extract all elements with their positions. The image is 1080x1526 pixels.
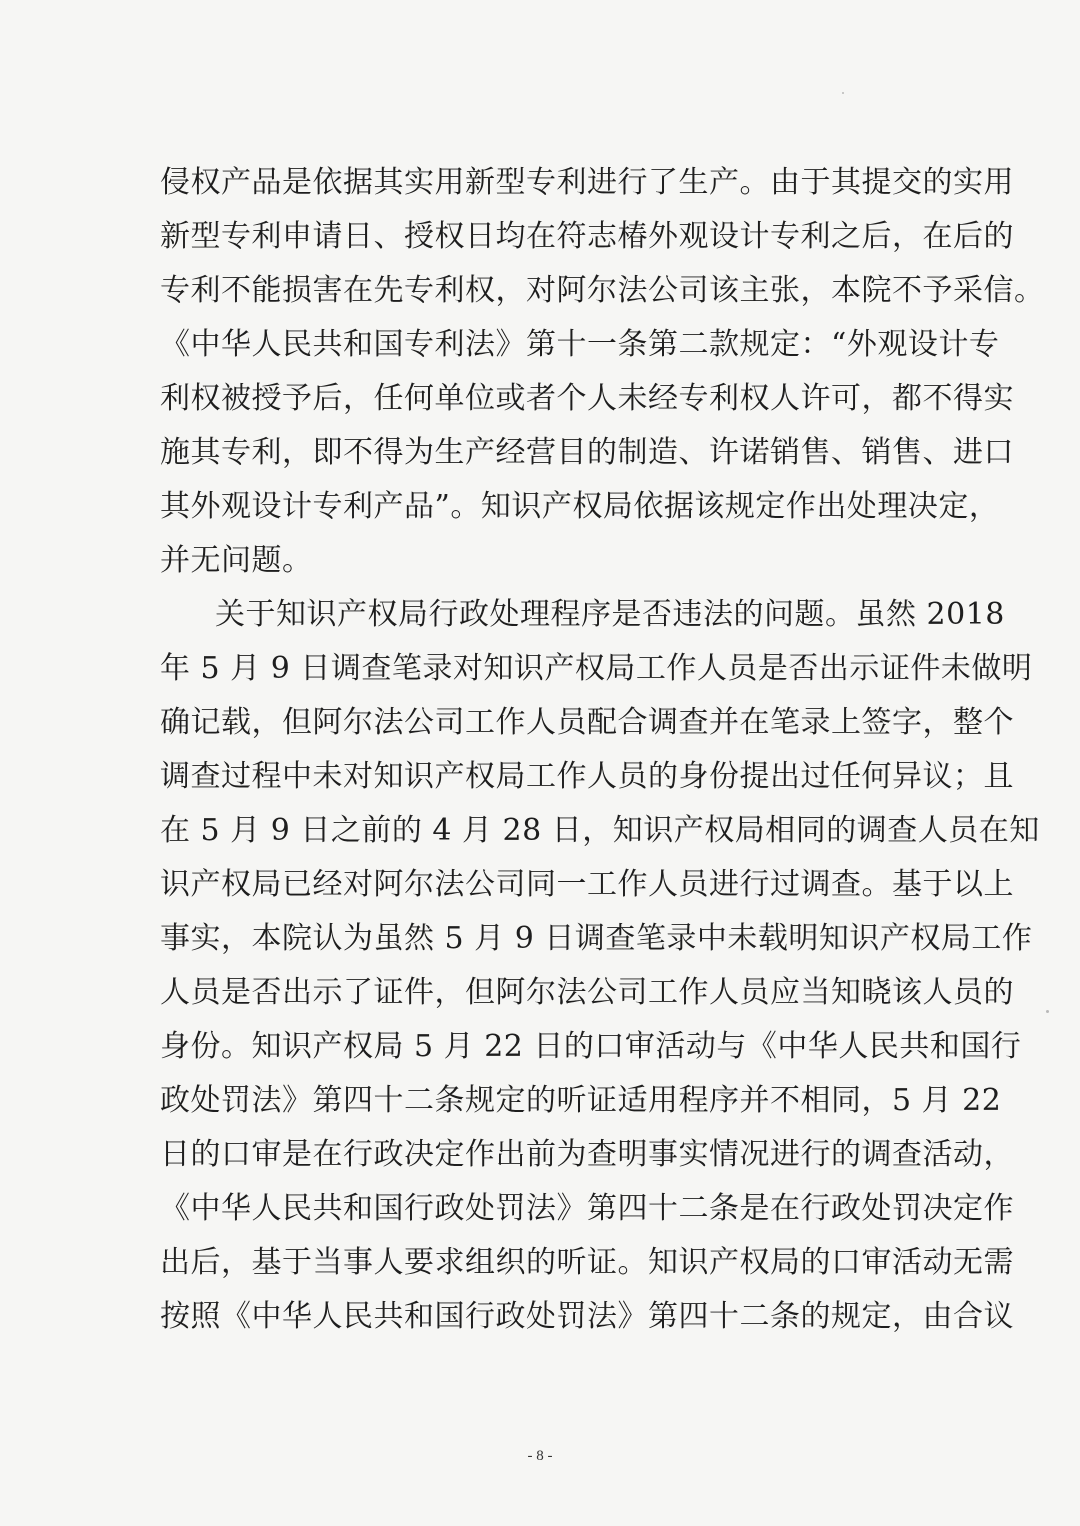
text-line: 施其专利，即不得为生产经营目的制造、许诺销售、销售、进口 — [160, 435, 1014, 470]
body-text — [160, 156, 1045, 1344]
text-line: 利权被授予后，任何单位或者个人未经专利权人许可，都不得实 — [160, 381, 1014, 416]
text-line: 事实，本院认为虽然 5 月 9 日调查笔录中未载明知识产权局工作 — [160, 921, 1033, 956]
scan-speck — [842, 92, 844, 94]
text-line: 按照《中华人民共和国行政处罚法》第四十二条的规定，由合议 — [160, 1299, 1014, 1334]
text-line: 并无问题。 — [160, 543, 313, 578]
text-line: 识产权局已经对阿尔法公司同一工作人员进行过调查。基于以上 — [160, 867, 1014, 902]
text-line: 确记载，但阿尔法公司工作人员配合调查并在笔录上签字，整个 — [160, 705, 1014, 740]
text-line: 出后，基于当事人要求组织的听证。知识产权局的口审活动无需 — [160, 1245, 1014, 1280]
text-line: 人员是否出示了证件，但阿尔法公司工作人员应当知晓该人员的 — [160, 975, 1014, 1010]
scan-speck — [1046, 1010, 1049, 1013]
text-line: 《中华人民共和国专利法》第十一条第二款规定：“外观设计专 — [160, 327, 1000, 362]
text-line: 年 5 月 9 日调查笔录对知识产权局工作人员是否出示证件未做明 — [160, 651, 1033, 686]
text-line: 身份。知识产权局 5 月 22 日的口审活动与《中华人民共和国行 — [160, 1029, 1022, 1064]
text-line: 日的口审是在行政决定作出前为查明事实情况进行的调查活动， — [160, 1137, 1014, 1172]
paragraph — [160, 156, 1045, 588]
page-number: - 8 - — [527, 1448, 553, 1464]
text-line: 侵权产品是依据其实用新型专利进行了生产。由于其提交的实用 — [160, 165, 1014, 200]
text-line: 新型专利申请日、授权日均在符志椿外观设计专利之后，在后的 — [160, 219, 1014, 254]
text-line: 在 5 月 9 日之前的 4 月 28 日，知识产权局相同的调查人员在知 — [160, 813, 1040, 848]
text-line: 调查过程中未对知识产权局工作人员的身份提出过任何异议；且 — [160, 759, 1014, 794]
paragraph — [160, 588, 1040, 1344]
text-line: 其外观设计专利产品”。知识产权局依据该规定作出处理决定， — [160, 489, 1000, 524]
text-line: 《中华人民共和国行政处罚法》第四十二条是在行政处罚决定作 — [160, 1191, 1014, 1226]
text-line: 专利不能损害在先专利权，对阿尔法公司该主张，本院不予采信。 — [160, 273, 1045, 308]
text-line: 政处罚法》第四十二条规定的听证适用程序并不相同，5 月 22 — [160, 1083, 1002, 1118]
text-line: 关于知识产权局行政处理程序是否违法的问题。虽然 2018 — [215, 597, 1005, 632]
